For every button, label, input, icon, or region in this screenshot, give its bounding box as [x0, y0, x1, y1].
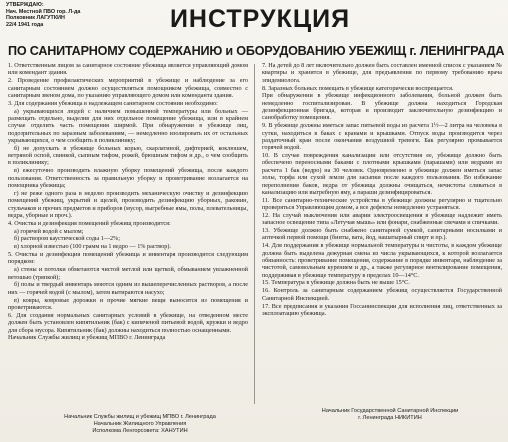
- left-paragraph: б) не допускать в убежище больных корью, скарлатиной, дифтерией, коклюшем, ветряной оспой, свинкой, сыпным тифом, рожей, брюшным тифом и др., о чем сообщить в поликлинику;: [8, 144, 248, 167]
- signature-right-line-1: Начальник Государственной Санитарной Инспекции: [321, 408, 459, 414]
- approval-line-4: 22/4 1941 года: [6, 21, 44, 28]
- left-paragraph: г) не реже одного раза в неделю производить механическую очистку и дезинфекцию помещений убежищ, укрытий и щелей, производить дезинфекцию уборных, раковин, стульчаков и прочих предметов и приборов (мусор, выгребные ямы, полы, плевательницы, ведра, уборные и проч.).: [8, 189, 248, 219]
- left-paragraph: в) ежесуточно производить влажную уборку помещений убежища, после каждого пользования. Ответственность за правильную уборку и проветривание возлагается на помощника убежища;: [8, 167, 248, 189]
- right-paragraph: 14. Для поддержания в убежище нормальной температуры и чистоты, в каждом убежище должна быть выделена дежурная смена из числа укрывающихся, к которой возлагается обязанность: проветривание помещения, содержание в порядке инвентаря, наблюдение за чистотой, самовольным курением и др., а также регулярное вентилирование помещения, поддерживая в убежище температуру в пределах 10—14°С.: [262, 242, 502, 279]
- right-paragraph: 13. Убежище должно быть снабжено санитарной сумкой, санитарными носилками и аптечкой первой помощи (бинты, вата, йод, нашатырный спирт и пр.).: [262, 227, 502, 242]
- document-title: ИНСТРУКЦИЯ: [169, 5, 351, 33]
- approval-line-2: Нач. Местной ПВО гор. Л-да: [6, 8, 81, 15]
- right-paragraph: 16. Контроль за санитарным содержанием убежищ осуществляется Государственной Санитарной Инспекцией.: [262, 287, 502, 302]
- left-paragraph: а) укрывающихся людей с наличием повышенной температуры или больных — размещать отдельно, выделив для них отдельное помещение убежища, или в крайнем случае отделить часть помещения ширмой. При обнаружении в убежище лиц, подозрительных по заразным заболеваниям, — немедленно изолировать их от остальных укрывающихся, о чем сообщить в поликлинику;: [8, 107, 248, 144]
- right-column: [262, 62, 502, 402]
- left-paragraph: Начальник Службы жилищ и убежищ МПВО г. Ленинграда: [8, 334, 166, 342]
- signature-left: [40, 414, 240, 434]
- signature-right: [290, 408, 490, 422]
- signature-right-line-2: г. Ленинграда НИКИТИН: [358, 414, 422, 421]
- right-paragraph: 10. В случае повреждения канализации или отсутствия ее, убежище должно быть обеспечено переносными баками с плотными крышками (парашами) или ведрами из расчета 1 бак (ведро) на 30 человек. Одновременно в убежище должен иметься запас золы, торфа или сухой земли для засыпки после каждого пользования. Во избежание переполнения баков, ведра от убежища должны очищаться, нечистоты сливаться в канализацию или выгребную яму, а параши дезинфицироваться.: [262, 152, 502, 196]
- left-paragraph: 3. Для содержания убежища в надлежащем санитарном состоянии необходимо:: [8, 99, 218, 107]
- approval-line-3: Полковник ЛАГУТКИН: [6, 15, 65, 22]
- right-paragraph: 12. На случай выключения или аварии электроосвещения в убежище надлежит иметь запасное освещение типа «Летучая мышь» или фонари, снабженные свечами и спичками.: [262, 211, 502, 227]
- signature-left-line-1: Начальник Службы жилищ и убежищ МПВО г. Ленинграда: [64, 414, 216, 420]
- left-paragraph: 5. Очистка и дезинфекция помещений убежища и инвентаря производится следующим порядком:: [8, 251, 248, 266]
- approval-line-1: УТВЕРЖДАЮ:: [6, 2, 44, 8]
- right-paragraph: 11. Все санитарно-технические устройства в убежище должны регулярно и тщательно проверяться Управляющим домом, а все дефекты немедленно устраняться.: [262, 196, 502, 212]
- left-paragraph: в) хлорной известью (100 грамм на 1 ведро — 1% раствор).: [14, 243, 171, 251]
- left-column: [8, 62, 248, 414]
- right-paragraph: При обнаружении в убежище инфекционного заболевания, больной должен быть немедленно госпитализирован. В убежище должна находиться Городская дезинфекционная бригада, которая и производит заключительную дезинфекцию и санобработку помещения.: [262, 92, 502, 122]
- left-paragraph: б) полы и твердый инвентарь моются одним из вышеперечисленных растворов, а после них — горячей водой (с мылом), затем вытираются насухо;: [8, 281, 248, 296]
- signature-left-line-3: Исполкома Ленгорсовета: ХАНУТИН: [92, 427, 188, 434]
- column-divider: [254, 64, 255, 404]
- right-paragraph: 15. Температура в убежище должна быть не выше 15°С.: [262, 279, 410, 287]
- right-paragraph: 9. В убежище должны иметься запас питьевой воды из расчета 1½—2 литра на человека в сутки, находиться в баках с кранами и крышками. Отпуск воды производится через раздаточный кран после окончания воздушной тревоги. Бак регулярно промывается горячей водой.: [262, 122, 502, 152]
- approval-stamp: [6, 2, 126, 28]
- left-paragraph: 1. Ответственным лицом за санитарное состояние убежища является управляющий домом или комендант здания.: [8, 62, 248, 77]
- left-paragraph: в) ковры, ковровые дорожки и прочие мягкие вещи выносятся из помещения и проветриваются.: [8, 296, 248, 311]
- left-paragraph: б) раствором каустической соды 1—2%;: [14, 235, 120, 243]
- right-paragraph: 8. Заразных больных помещать в убежище категорически воспрещается.: [262, 84, 454, 92]
- left-paragraph: 2. Проведение профилактических мероприятий в убежище и наблюдение за его санитарным состоянием должно осуществляться помощником убежища, совместно с санитарным звеном дома, по указанию управляющего домом или коменданта здания.: [8, 77, 248, 99]
- document-subtitle: ПО САНИТАРНОМУ СОДЕРЖАНИЮ и ОБОРУДОВАНИЮ УБЕЖИЩ г. ЛЕНИНГРАДА: [8, 44, 505, 58]
- left-paragraph: а) горячей водой с мылом;: [14, 227, 84, 235]
- right-paragraph: 17. Все предписания и указания Госсанинспекции для исполнения лиц, ответственных за эксплоатацию убежища.: [262, 302, 502, 317]
- left-paragraph: 6. Для создания нормальных санитарных условий в убежище, на отведенном месте должен быть установлен кипятильник (бак) с кипяченой питьевой водой, кружки и ведро для сбора мусора. Кипятильник (бак) должны находиться полностью оснащенными.: [8, 311, 248, 334]
- signature-left-line-2: Начальник Жилищного Управления: [93, 420, 187, 427]
- left-paragraph: 4. Очистка и дезинфекция помещений убежищ производится:: [8, 219, 171, 227]
- right-paragraph: 7. На детей до 8 лет включительно должен быть составлен именной список с указанием № квартиры и хранится в убежище, для предъявления по первому требованию врача эпидемиолога.: [262, 62, 502, 84]
- left-paragraph: а) стены и потолки обметаются чистой метлой или щеткой, обмыванием увлажненной ветошью (тряпкой);: [8, 266, 248, 281]
